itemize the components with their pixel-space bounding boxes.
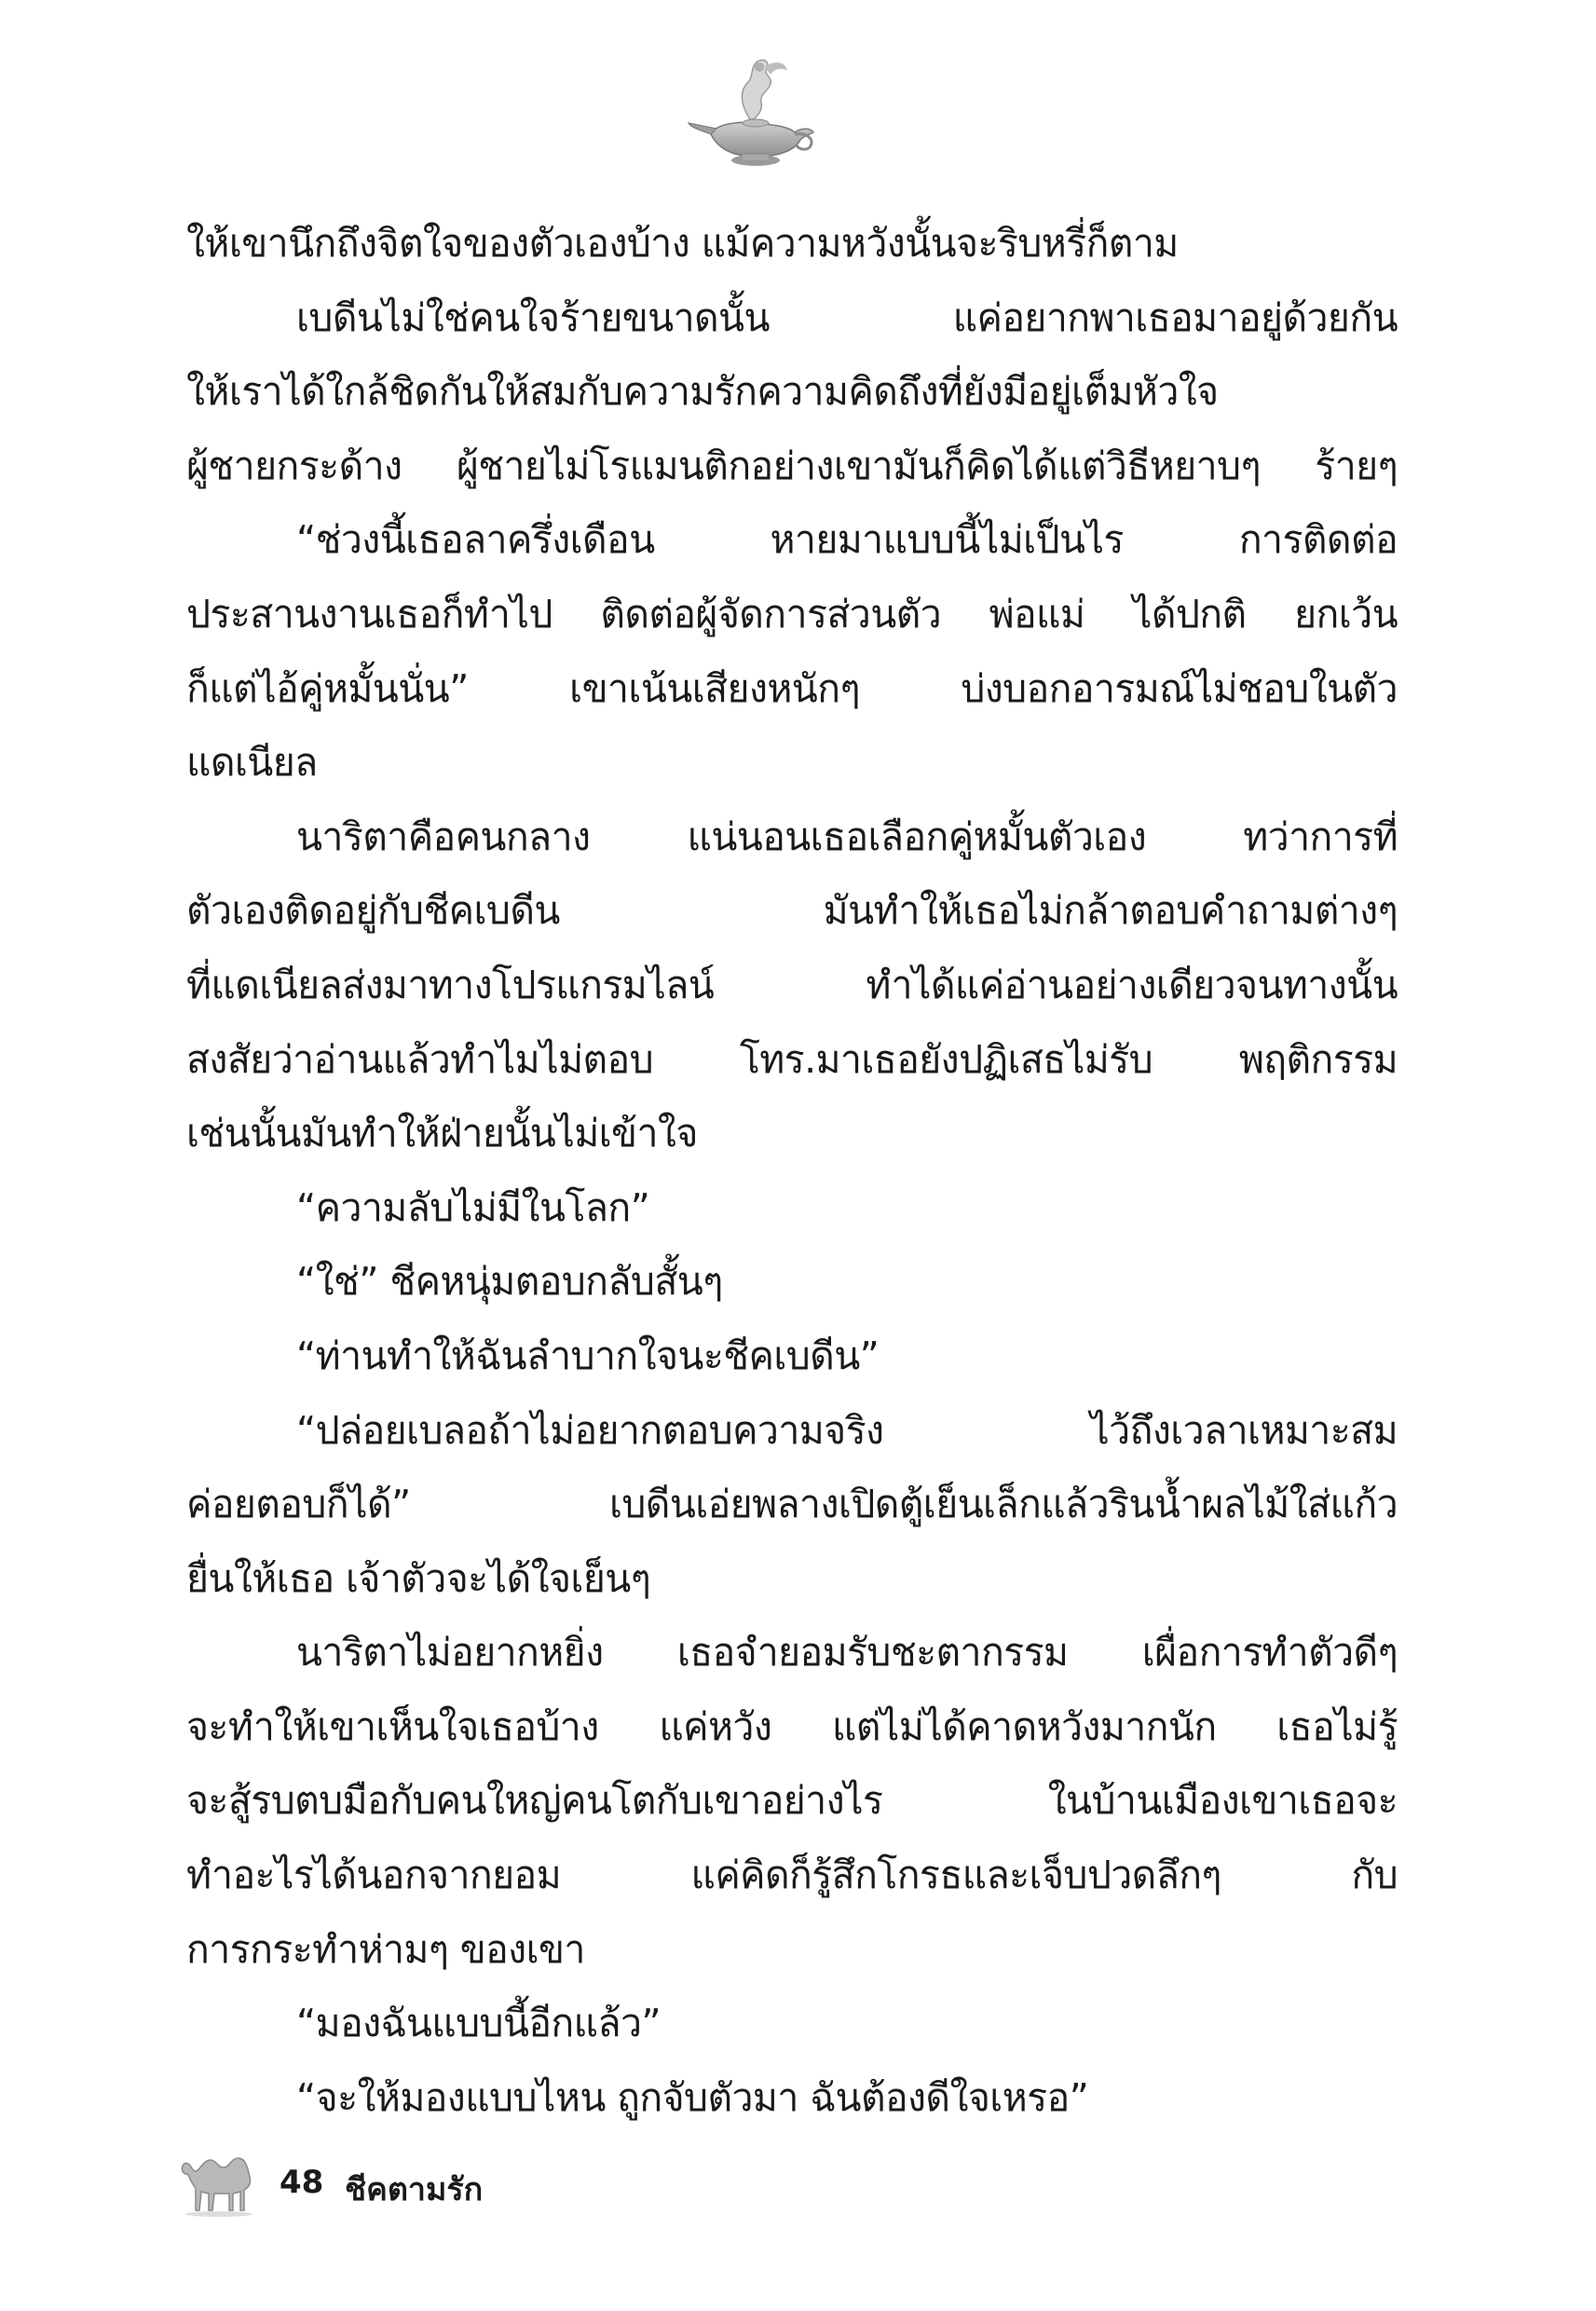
text-line: เบดีนไม่ใช่คนใจร้ายขนาดนั้น แค่อยากพาเธอมาอยู่ด้วยกัน [296,294,1398,340]
page-footer [177,2143,829,2227]
text-line: ทำอะไรได้นอกจากยอม แค่คิดก็รู้สึกโกรธและเจ็บปวดลึกๆ กับ [186,1853,1398,1898]
text-line: ตัวเองติดอยู่กับชีคเบดีน มันทำให้เธอไม่กล้าตอบคำถามต่างๆ [186,888,1398,934]
text-line: ให้เขานึกถึงจิตใจของตัวเองบ้าง แม้ความหวังนั้นจะริบหรี่ก็ตาม [186,221,1179,266]
text-line: เช่นนั้นมันทำให้ฝ่ายนั้นไม่เข้าใจ [186,1111,698,1156]
text-line: การกระทำห่ามๆ ของเขา [186,1926,585,1972]
text-line: นาริตาไม่อยากหยิ่ง เธอจำยอมรับชะตากรรม เผื่อการทำตัวดีๆ [296,1630,1398,1675]
camel-icon [177,2143,261,2218]
book-title: ชีคตามรัก [345,2171,484,2208]
text-line: “ปล่อยเบลอถ้าไม่อยากตอบความจริง ไว้ถึงเวลาเหมาะสม [296,1407,1398,1453]
text-line: ให้เราได้ใกล้ชิดกันให้สมกับความรักความคิดถึงที่ยังมีอยู่เต็มหัวใจ [186,369,1219,415]
text-line: ก็แต่ไอ้คู่หมั้นนั่น” เขาเน้นเสียงหนักๆ บ่งบอกอารมณ์ไม่ชอบในตัว [186,665,1398,711]
genie-lamp-icon [685,54,825,175]
text-line: ค่อยตอบก็ได้” เบดีนเอ่ยพลางเปิดตู้เย็นเล็กแล้วรินน้ำผลไม้ใส่แก้ว [186,1482,1398,1527]
page-number: 48 [280,2164,324,2201]
text-line: “ช่วงนี้เธอลาครึ่งเดือน หายมาแบบนี้ไม่เป็นไร การติดต่อ [296,517,1398,563]
text-line: สงสัยว่าอ่านแล้วทำไมไม่ตอบ โทร.มาเธอยังปฏิเสธไม่รับ พฤติกรรม [186,1036,1398,1082]
text-line: “ท่านทำให้ฉันลำบากใจนะชีคเบดีน” [296,1333,880,1378]
text-line: “ใช่” ชีคหนุ่มตอบกลับสั้นๆ [296,1259,723,1305]
text-line: ยื่นให้เธอ เจ้าตัวจะได้ใจเย็นๆ [186,1555,651,1601]
text-line: “ความลับไม่มีในโลก” [296,1184,650,1230]
text-line: จะสู้รบตบมือกับคนใหญ่คนโตกับเขาอย่างไร ในบ้านเมืองเขาเธอจะ [186,1778,1398,1824]
text-line: แดเนียล [186,740,318,786]
text-line: ประสานงานเธอก็ทำไป ติดต่อผู้จัดการส่วนตัว พ่อแม่ ได้ปกติ ยกเว้น [186,591,1398,636]
text-line: “จะให้มองแบบไหน ถูกจับตัวมา ฉันต้องดีใจเหรอ” [296,2074,1089,2120]
text-line: ที่แดเนียลส่งมาทางโปรแกรมไลน์ ทำได้แค่อ่านอย่างเดียวจนทางนั้น [186,962,1398,1007]
page-body [186,207,1398,2135]
text-line: ผู้ชายกระด้าง ผู้ชายไม่โรแมนติกอย่างเขามันก็คิดได้แต่วิธีหยาบๆ ร้ายๆ [186,443,1398,488]
text-line: “มองฉันแบบนี้อีกแล้ว” [296,2001,662,2046]
text-line: จะทำให้เขาเห็นใจเธอบ้าง แค่หวัง แต่ไม่ได้คาดหวังมากนัก เธอไม่รู้ [186,1703,1398,1749]
text-line: นาริตาคือคนกลาง แน่นอนเธอเลือกคู่หมั้นตัวเอง ทว่าการที่ [296,814,1398,859]
